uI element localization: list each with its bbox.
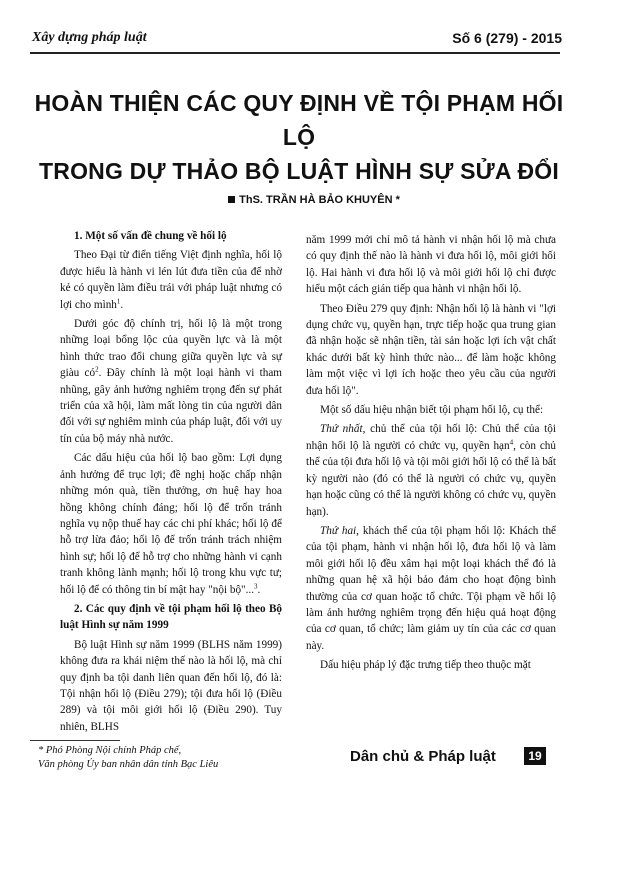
footnote-ref: 4 xyxy=(509,438,514,447)
author-name: ThS. TRẦN HÀ BẢO KHUYÊN * xyxy=(239,194,400,206)
page-number: 19 xyxy=(524,747,546,765)
footnote-ref: 1 xyxy=(116,296,121,305)
title-line-2: TRONG DỰ THẢO BỘ LUẬT HÌNH SỰ SỬA ĐỔI xyxy=(39,158,559,184)
journal-name: Xây dựng pháp luật xyxy=(32,30,147,45)
paragraph: Các dấu hiệu của hối lộ bao gồm: Lợi dụng ảnh hưởng để trục lợi; đề nghị hoặc chấp nhận những món quà, tiền thưởng, ơn huệ hay hoa hồng không chính đáng; hối lộ để trốn tránh nghĩa vụ nộp thuế hay các chi phí khác; hối lộ để hỗ trợ lừa đảo; hối lộ để trốn tránh trách nhiệm hình sự; hối lộ để hỗ trợ cho những hành vi cạnh tranh không lành mạnh; hối lộ trong khu vực tư; hối lộ để có thông tin bí mật hay "nội bộ"...$^3$. xyxy=(60,452,282,596)
paragraph: Thứ hai, khách thể của tội phạm hối lộ: Khách thể của tội phạm, hành vi nhận hối lộ, đưa hối lộ và làm môi giới hối lộ đều xâm hại một loại khách thể đó là những quan hệ xã hội bảo đảm cho hoạt động bình thường của cơ quan hoặc tổ chức. Tội phạm về hối lộ làm ảnh hưởng nghiêm trọng đến hiệu quả hoạt động của cơ quan, tổ chức; làm giảm uy tín của các cơ quan này. xyxy=(306,524,557,652)
paragraph: năm 1999 mới chỉ mô tả hành vi nhận hối lộ mà chưa có quy định thế nào là hành vi đưa hối lộ, môi giới hối lộ. Hai hành vi đưa hối lộ và môi giới hối lộ chỉ được hiểu một cách gián tiếp qua hành vi nhận hối lộ. xyxy=(306,234,556,296)
paragraph: Theo Đại từ điển tiếng Việt định nghĩa, hối lộ được hiểu là hành vi lén lút đưa tiền của để nhờ kẻ có quyền làm điều trái với pháp luật nhưng có lợi cho mình$^1$. xyxy=(60,249,282,311)
paragraph: Dấu hiệu pháp lý đặc trưng tiếp theo thuộc mặt xyxy=(320,659,531,672)
footnote-ref: 2 xyxy=(95,365,99,374)
header-divider xyxy=(30,52,560,54)
author-footnote: * Phó Phòng Nội chính Pháp chế, Văn phòng Ủy ban nhân dân tỉnh Bạc Liêu xyxy=(38,745,219,770)
title-line-1: HOÀN THIỆN CÁC QUY ĐỊNH VỀ TỘI PHẠM HỐI LỘ xyxy=(34,90,564,150)
paragraph: Bộ luật Hình sự năm 1999 (BLHS năm 1999) không đưa ra khái niệm thế nào là hối lộ, mà chỉ quy định ba tội danh liên quan đến hối lộ, đó là: Tội nhận hối lộ (Điều 279); tội đưa hối lộ (Điều 289) và tội môi giới hối lộ (Điều 290). Tuy nhiên, BLHS xyxy=(60,638,282,733)
paragraph: Một số dấu hiệu nhận biết tội phạm hối lộ, cụ thể: xyxy=(320,404,544,417)
right-column xyxy=(306,232,556,677)
section-heading-1: 1. Một số vấn đề chung về hối lộ xyxy=(74,230,227,242)
footnote-ref: 3 xyxy=(254,581,258,590)
footer-brand: Dân chủ & Pháp luật xyxy=(350,748,496,765)
left-column xyxy=(60,228,282,738)
issue-number: Số 6 (279) - 2015 xyxy=(452,30,562,46)
section-heading-2: 2. Các quy định về tội phạm hối lộ theo Bộ luật Hình sự năm 1999 xyxy=(60,602,282,632)
paragraph: Theo Điều 279 quy định: Nhận hối lộ là hành vi "lợi dụng chức vụ, quyền hạn, trực tiếp hoặc qua trung gian đã nhận hoặc sẽ nhận tiền, tài sản hoặc lợi ích vật chất khác dưới bất kỳ hình thức nào... để làm hoặc không làm một việc vì lợi ích hoặc theo yêu cầu của người đưa hối lộ". xyxy=(306,302,556,397)
paragraph: Thứ nhất, chủ thể của tội hối lộ: Chủ thể của tội nhận hối lộ là người có chức vụ, quyền hạn$^4$, còn chủ thể của tội đưa hối lộ và tội môi giới hối lộ có thể là bất kỳ người nào (đó có thể là người có chức vụ, quyền hạn hoặc cũng có thể là người không có chức vụ, quyền hạn). xyxy=(306,423,556,518)
square-bullet-icon xyxy=(228,196,235,203)
paragraph: Dưới góc độ chính trị, hối lộ là một trong những loại bổng lộc của quyền lực và là một hình thức trao đổi chung giữa quyền lực và sự giàu $có^2$. Đây chính là một loại hành vi tham nhũng, gây ảnh hưởng nghiêm trọng đến sự phát triển của xã hội, làm mất lòng tin của người dân đối với sự nghiêm minh của pháp luật, đối với uy tín của bộ máy nhà nước. xyxy=(60,318,282,445)
author-line xyxy=(0,194,628,206)
footnote-divider xyxy=(30,740,120,741)
article-title xyxy=(30,86,568,188)
